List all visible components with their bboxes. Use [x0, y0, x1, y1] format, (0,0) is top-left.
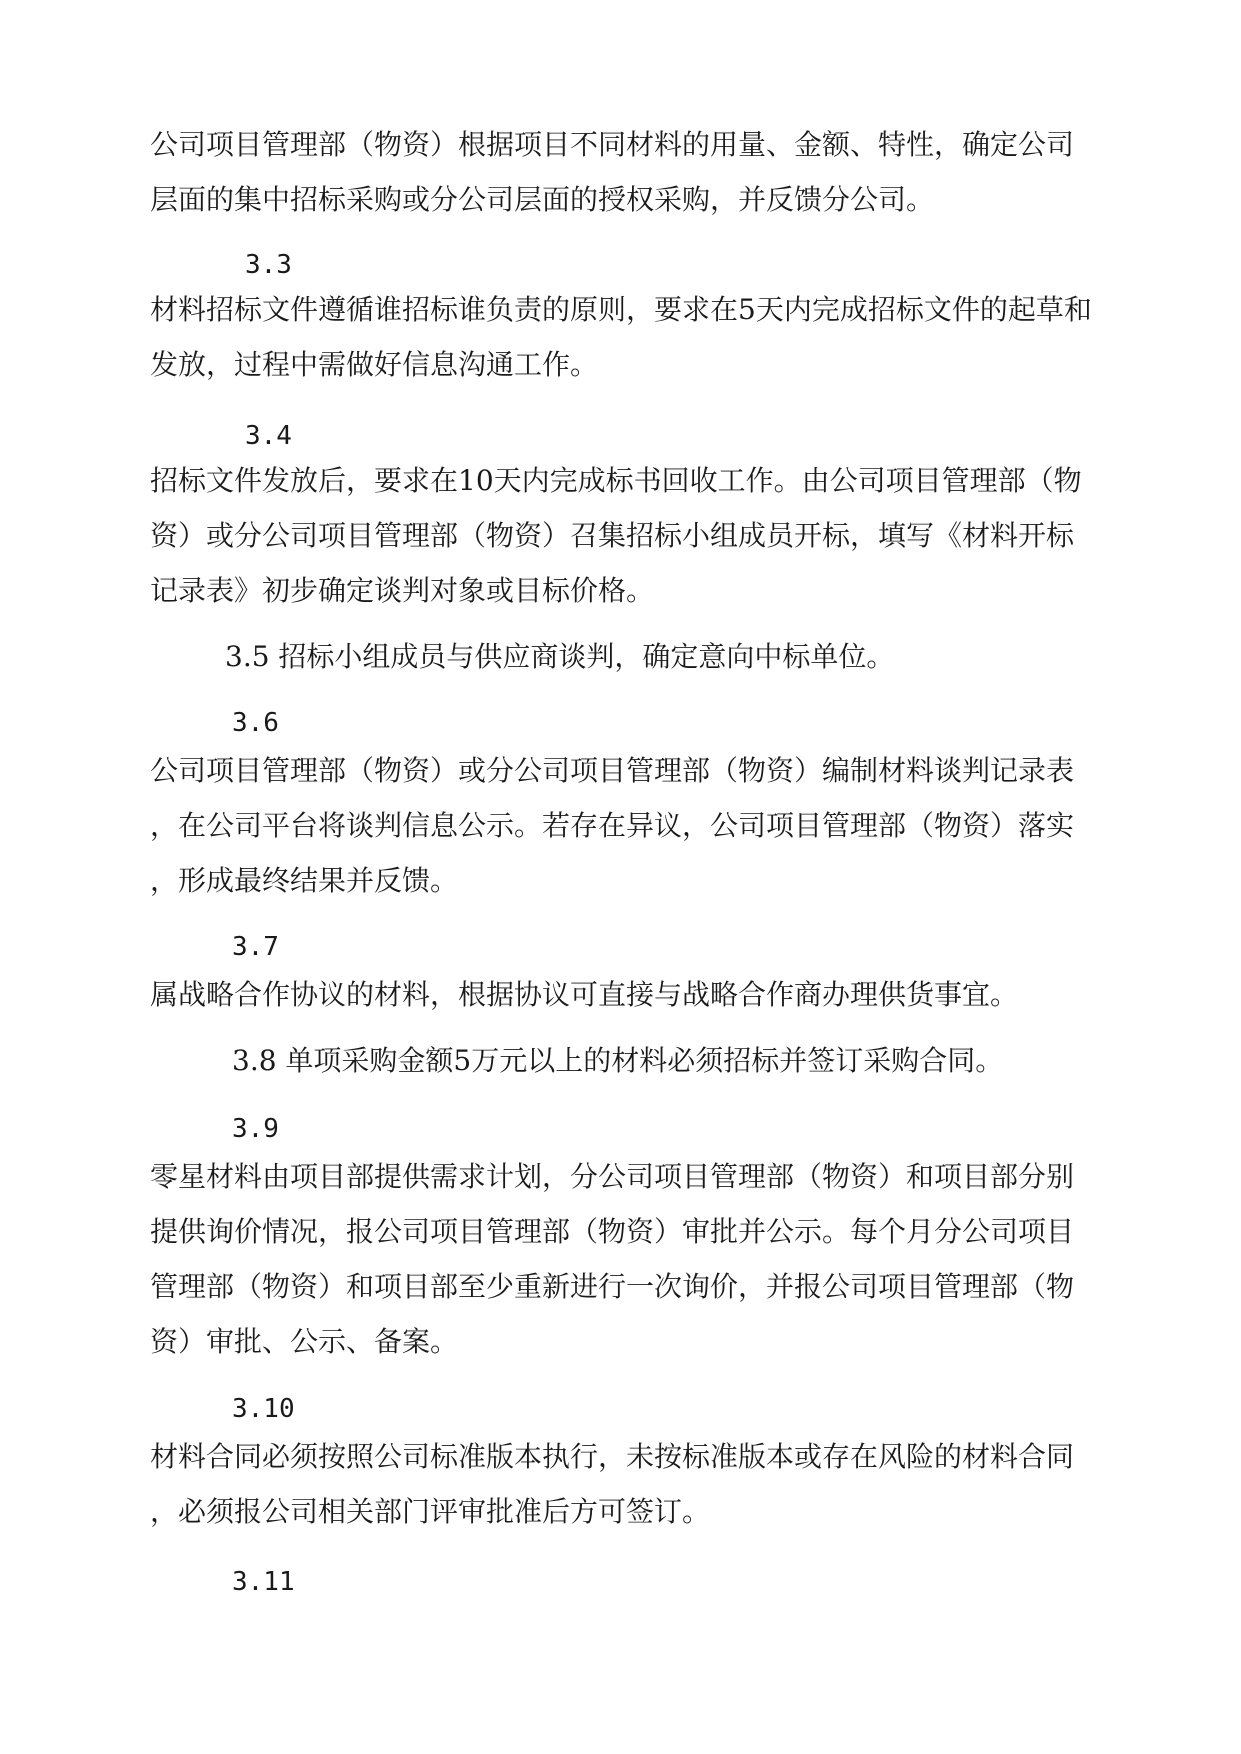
paragraph-line: 公司项目管理部（物资）根据项目不同材料的用量、金额、特性，确定公司	[150, 128, 1075, 161]
section-number: 3.7	[232, 932, 279, 962]
paragraph-line: 属战略合作协议的材料，根据协议可直接与战略合作商办理供货事宜。	[150, 978, 1019, 1011]
paragraph-line: 招标文件发放后，要求在10天内完成标书回收工作。由公司项目管理部（物	[150, 464, 1082, 497]
paragraph-line: 公司项目管理部（物资）或分公司项目管理部（物资）编制材料谈判记录表	[150, 754, 1075, 787]
paragraph-line: 资）或分公司项目管理部（物资）召集招标小组成员开标，填写《材料开标	[150, 519, 1075, 552]
paragraph-line: ，形成最终结果并反馈。	[150, 864, 459, 897]
paragraph-line: 记录表》初步确定谈判对象或目标价格。	[150, 574, 655, 607]
paragraph-line: 管理部（物资）和项目部至少重新进行一次询价，并报公司项目管理部（物	[150, 1270, 1075, 1303]
paragraph-line: 发放，过程中需做好信息沟通工作。	[150, 348, 599, 381]
paragraph-line: 提供询价情况，报公司项目管理部（物资）审批并公示。每个月分公司项目	[150, 1215, 1075, 1248]
section-number: 3.11	[232, 1567, 295, 1597]
paragraph-line: 资）审批、公示、备案。	[150, 1325, 459, 1358]
paragraph-line: 材料合同必须按照公司标准版本执行，未按标准版本或存在风险的材料合同	[150, 1440, 1075, 1473]
section-number: 3.6	[232, 708, 279, 738]
section-number: 3.10	[232, 1394, 295, 1424]
section-heading-line: 3.8 单项采购金额5万元以上的材料必须招标并签订采购合同。	[232, 1044, 1004, 1077]
paragraph-line: 材料招标文件遵循谁招标谁负责的原则，要求在5天内完成招标文件的起草和	[150, 293, 1092, 326]
paragraph-line: ，在公司平台将谈判信息公示。若存在异议，公司项目管理部（物资）落实	[150, 809, 1075, 842]
paragraph-line: 层面的集中招标采购或分公司层面的授权采购，并反馈分公司。	[150, 183, 935, 216]
section-heading-line: 3.5 招标小组成员与供应商谈判，确定意向中标单位。	[225, 640, 895, 673]
paragraph-line: 零星材料由项目部提供需求计划，分公司项目管理部（物资）和项目部分别	[150, 1160, 1075, 1193]
section-number: 3.9	[232, 1114, 279, 1144]
section-number: 3.3	[245, 250, 292, 280]
section-number: 3.4	[245, 421, 292, 451]
paragraph-line: ，必须报公司相关部门评审批准后方可签订。	[150, 1495, 711, 1528]
